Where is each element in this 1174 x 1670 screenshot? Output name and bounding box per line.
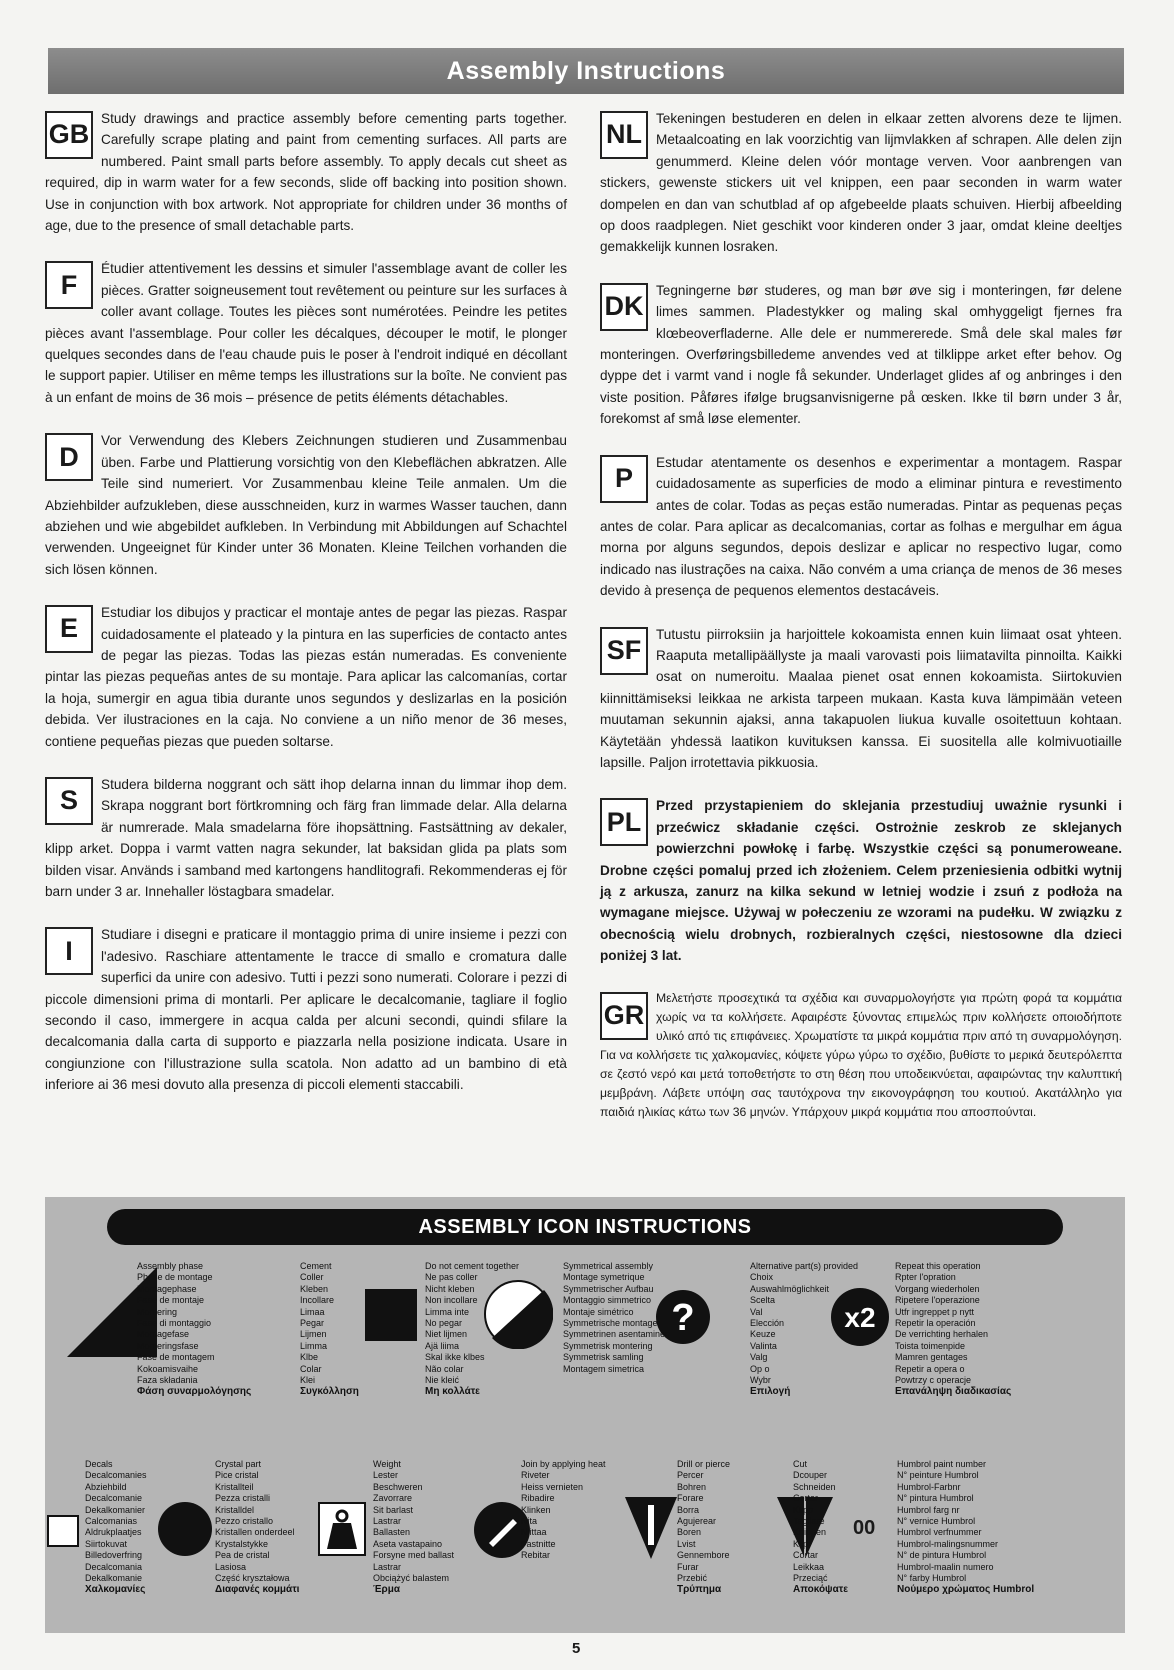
lang-badge: DK: [600, 283, 648, 331]
lang-section-p: [600, 452, 1122, 602]
greek-label: Χαλκομανίες: [85, 1584, 146, 1596]
lang-badge: PL: [600, 798, 648, 846]
icon-caption-line: Ne pas coller: [425, 1272, 478, 1283]
greek-label: Διαφανές κομμάτι: [215, 1584, 300, 1596]
icon-caption-line: Humbrol-Farbnr: [897, 1481, 961, 1492]
icon-text-cut: [793, 1459, 876, 1596]
icon-caption-line: Wybr: [750, 1375, 771, 1386]
icon-caption-line: Ajä liima: [425, 1340, 460, 1351]
page-number: 5: [572, 1640, 581, 1657]
icon-caption-line: Kristalldel: [215, 1504, 255, 1515]
question-mark-label: ?: [671, 1297, 695, 1339]
icon-caption-line: Część kryształowa: [215, 1573, 290, 1584]
icon-caption-line: Gennembore: [677, 1550, 730, 1561]
icon-caption-line: Humbrol paint number: [897, 1459, 987, 1469]
icon-caption-line: Decalcomania: [85, 1561, 143, 1572]
icon-text-decals: [85, 1459, 175, 1596]
icon-text-humbrol: [897, 1459, 1037, 1596]
lang-badge: GB: [45, 111, 93, 159]
lang-badge: S: [45, 777, 93, 825]
greek-label: Φάση συναρμολόγησης: [137, 1386, 252, 1398]
lang-text: Μελετήστε προσεχτικά τα σχέδια και συναρμολογήστε για πρώτη φορά τα κομμάτια χωρίς να τα κολλήσετε. Αφαιρέστε ξύνοντας επιμελώς πριν κολλήσετε οποιοδήποτε υλικό από τις επιφάνειες. Χρωματίστε τα μικρά κομμάτια πριν από τη συναρμολόγηση. Για να κολλήσετε τις χαλκομανίες, κόψετε γύρω γύρω το σχέδιο, βυθίστε το μερικά δευτερόλεπτα σε ζεστό νερό και μετά τοποθετήστε το στη θέση που υποδεικνύεται, αφαιρώντας την καλυπτική μεμβράνη. Λάβετε υπόψη σας ταυτόχρονα την εικονογράφηση του κουτιού. Ακατάλληλο για παιδιά ηλικίας κάτω των 36 μηνών. Υπάρχουν μικρά κομμάτια που αποσπούνται.: [600, 990, 1122, 1119]
icon-caption-line: Fase di montaggio: [137, 1318, 212, 1329]
greek-label: Επιλογή: [750, 1386, 791, 1398]
lines: [521, 1459, 621, 1562]
icon-caption-line: Rpter l'opration: [895, 1272, 956, 1283]
icon-caption-line: Montage symetrique: [563, 1272, 645, 1283]
icon-caption-line: Percer: [677, 1470, 704, 1481]
icon-caption-line: Lastrar: [373, 1561, 402, 1572]
icon-caption-line: Tagliare: [793, 1516, 825, 1527]
icon-caption-line: Decalcomanie: [85, 1493, 143, 1504]
icon-caption-line: Fase de montaje: [137, 1295, 205, 1306]
icon-caption-line: Klbe: [300, 1352, 319, 1363]
title-bar: [48, 48, 1124, 94]
icon-caption-line: Kristallteil: [215, 1481, 254, 1492]
icon-caption-line: Symmetrisk samling: [563, 1352, 644, 1363]
icon-caption-line: N° pintura Humbrol: [897, 1493, 974, 1504]
page-title: Assembly Instructions: [446, 57, 726, 85]
icon-caption-line: Krystalstykke: [215, 1538, 269, 1549]
lines: [373, 1459, 473, 1584]
icon-caption-line: Nicht kleben: [425, 1283, 475, 1294]
icon-caption-line: Humbrol farg nr: [897, 1504, 960, 1515]
lines: [677, 1459, 777, 1584]
icon-caption-line: Pegar: [300, 1318, 325, 1329]
icon-caption-line: Valg: [750, 1352, 768, 1363]
icon-caption-line: Vorgang wiederholen: [895, 1283, 980, 1294]
greek-label: Τρύπημα: [677, 1584, 722, 1596]
icon-caption-line: Riveter: [521, 1470, 550, 1481]
icon-caption-line: Repetir a opera o: [895, 1363, 965, 1374]
right-column: [600, 108, 1122, 1144]
icon-caption-line: Join by applying heat: [521, 1459, 606, 1469]
lang-section-i: [45, 924, 567, 1095]
lang-text: Tegningerne bør studeres, og man bør øve sig i monteringen, før delene limes sammen. Pladestykker og maling skal omhyggeligt fjernes fra klœbeoverfladerne. Alle dele er nummererede. Små dele skal males før monteringen. Overføringsbilledeme anvendes ved at tilklippe arket efter behov. Og dyppe det i varmt vand i nogle få sekunder. Underlaget glides af og anbringes i den viste position. Påføres ifølge brugsanvisnigerne på œsken. Ikke til børn under 3 år, forekomst af små løse elementer.: [600, 282, 1122, 427]
icon-caption-line: Phase de montage: [137, 1272, 213, 1283]
greek-label: Συγκόλληση: [300, 1386, 359, 1398]
lang-text: Tekeningen bestuderen en delen in elkaar zetten alvorens deze te lijmen. Metaalcoating en lak voorzichtig van lijmvlakken af schrapen. Alle delen zijn genummerd. Kleine delen vóór montage verven. Voor aanbrengen van stickers, gewenste stickers uit vel knippen, een paar seconden in warm water dompelen en dan van schutblad af op afgebeelde plaats schuiven. Hierbij afbeelding op doos raadplegen. Niet geschikt voor kinderen onder 3 jaar, omdat kleine deeltjes gemakkelijk kunnen losraken.: [600, 111, 1122, 255]
lang-badge: SF: [600, 627, 648, 675]
icon-caption-line: Abziehbild: [85, 1481, 127, 1492]
icon-caption-line: Kristallen onderdeel: [215, 1527, 295, 1538]
lang-text: Étudier attentivement les dessins et simuler l'assemblage avant de coller les pièces. Gratter soigneusement tout revêtement ou peinture sur les surfaces à coller avant collage. Toutes les pièces sont numérotées. Peindre les petites pièces avant l'assemblage. Pour coller les décalques, découper le motif, le plonger quelques secondes dans de l'eau chaude puis le poser à l'endroit indiqué en décollant le support papier. Utiliser en même temps les illustrations sur la boîte. Ne convient pas à un enfant de moins de 36 mois – présence de petits éléments détachables.: [45, 261, 567, 405]
icon-caption-line: Przebić: [677, 1573, 708, 1584]
icon-caption-line: Skal ikke klbes: [425, 1352, 485, 1363]
icon-caption-line: Elección: [750, 1318, 785, 1329]
icon-caption-line: Limma: [300, 1340, 328, 1351]
icon-caption-line: Faza składania: [137, 1375, 198, 1386]
icon-caption-line: Humbrol-maalin numero: [897, 1561, 994, 1572]
icon-caption-line: Lvist: [677, 1538, 696, 1549]
icon-text-crystal: [215, 1459, 325, 1596]
icon-caption-line: Decalcomanies: [85, 1470, 147, 1481]
icon-caption-line: Montagefase: [137, 1329, 190, 1340]
left-column: [45, 108, 567, 1118]
lines: [425, 1261, 545, 1386]
icon-text-symmetrical: [563, 1261, 683, 1375]
decal-icon: [47, 1515, 79, 1547]
lines: [895, 1261, 1035, 1386]
lang-text: Studiare i disegni e praticare il montaggio prima di unire insieme i pezzi con l'adesivo. Raschiare attentamente le tracce di smallo e cromatura dalle superfici da unire con adesivo. Tutti i pezzi sono numerati. Colorare i pezzi di piccole dimensioni prima di montarli. Per aplicare le decalcomanie, tagliare il foglio secondo il caso, immergere in acqua calda per alcuni secondi, quindi sfilare la decalcomania dalla carta di supporto e piazzarla nella posizione indicata. Usare in congiunzione con l'illustrazione sulla scatola. Non adatto ad un bambino di età inferiore ai 36 mesi dovuto alla presenza di piccoli elementi staccabili.: [45, 927, 567, 1093]
icon-caption-line: Fase de montagem: [137, 1352, 215, 1363]
icon-caption-line: Ribadire: [521, 1493, 555, 1504]
icon-caption-line: Aldrukplaatjes: [85, 1527, 142, 1538]
icon-caption-line: Obciążyć balastem: [373, 1573, 450, 1584]
lang-section-d: [45, 430, 567, 580]
lines: [750, 1261, 870, 1386]
icon-caption-line: Limma inte: [425, 1306, 470, 1317]
icon-caption-line: Cortar: [793, 1550, 819, 1561]
icon-caption-line: Cortar: [793, 1493, 819, 1504]
icon-caption-line: Klipp: [793, 1504, 814, 1515]
icon-caption-line: Repetir la operación: [895, 1318, 976, 1329]
lang-section-f: [45, 258, 567, 408]
icon-caption-line: Ballasten: [373, 1527, 411, 1538]
icon-caption-line: Choix: [750, 1272, 774, 1283]
icon-text-heat: [521, 1459, 621, 1562]
lang-section-pl: [600, 795, 1122, 966]
icon-caption-line: Toista toimenpide: [895, 1340, 966, 1351]
lines: [300, 1261, 410, 1386]
icon-caption-line: Humbrol-malingsnummer: [897, 1538, 999, 1549]
lang-text: Estudiar los dibujos y practicar el montaje antes de pegar las piezas. Raspar cuidadosamente el plateado y la pintura en las superficies de contacto antes de pegar las piezas. Todas las piezas están numeradas. Es conveniente pintar las piezas pequeñas antes de su montaje. Para aplicar las calcomanías, cortar la hoja, sumergir en agua tibia durante unos segundos y deslizarlas en la posición debida. Ver ilustraciones en la caja. No conviene a un niño menor de 36 meses, contiene pequeñas piezas que pueden soltarse.: [45, 605, 567, 749]
icon-caption-line: Kokoamisvaihe: [137, 1363, 199, 1374]
lang-section-gb: [45, 108, 567, 236]
lines: [137, 1261, 287, 1386]
icon-caption-line: N° vernice Humbrol: [897, 1516, 976, 1527]
icon-caption-line: Knippen: [793, 1527, 827, 1538]
icon-panel: [45, 1197, 1125, 1633]
icon-caption-line: Coller: [300, 1272, 324, 1283]
icon-caption-line: Alternative part(s) provided: [750, 1261, 859, 1271]
icon-caption-line: Pezzo cristallo: [215, 1516, 274, 1527]
icon-caption-line: Forare: [677, 1493, 704, 1504]
lang-badge: GR: [600, 992, 648, 1040]
icon-caption-line: Incollare: [300, 1295, 335, 1306]
icon-caption-line: Symmetrical assembly: [563, 1261, 654, 1271]
icon-caption-line: Klip: [793, 1538, 809, 1549]
icon-caption-line: Symmetrischer Aufbau: [563, 1283, 654, 1294]
icon-caption-line: Non incollare: [425, 1295, 478, 1306]
icon-caption-line: Kleben: [300, 1283, 329, 1294]
icon-caption-line: Decals: [85, 1459, 113, 1469]
icon-caption-line: Klei: [300, 1375, 316, 1386]
icon-text-drill: [677, 1459, 777, 1596]
icon-caption-line: Lastrar: [373, 1516, 402, 1527]
icon-caption-line: Valinta: [750, 1340, 777, 1351]
lang-text: Przed przystapieniem do sklejania przestudiuj uważnie rysunki i przećwicz składanie części. Ostrożnie zeskrob ze sklejanych powierzchni powłokę i farbę. Wszystkie części są ponumeroweane. Drobne części pomaluj przed ich złożeniem. Celem przeniesienia odbitki wytnij ją z arkusza, zanurz na kilka sekund w letniej wodzie i zsuń z podłoża na wymagane miejsce. Używaj w połeczeniu ze wzorami na pudełku. W związku z obecnością wielu drobnych, rozbieralnych części, niestosowne dla dzieci poniżej 3 lat.: [600, 798, 1122, 964]
lang-section-gr: [600, 989, 1122, 1122]
icon-caption-line: Heiss vernieten: [521, 1481, 584, 1492]
icon-caption-line: Pezza cristalli: [215, 1493, 271, 1504]
icon-caption-line: Pice cristal: [215, 1470, 259, 1481]
lines: [215, 1459, 325, 1584]
icon-caption-line: Do not cement together: [425, 1261, 520, 1271]
icon-text-assembly-phase: [137, 1261, 287, 1398]
greek-label: Αποκόψατε: [793, 1584, 848, 1596]
icon-caption-line: Nita: [521, 1516, 538, 1527]
lang-badge: NL: [600, 111, 648, 159]
drill-icon: [625, 1497, 677, 1559]
icon-caption-line: Lester: [373, 1470, 399, 1481]
icon-caption-line: Furar: [677, 1561, 699, 1572]
lang-badge: D: [45, 433, 93, 481]
icon-caption-line: Nie kleić: [425, 1375, 460, 1386]
icon-caption-line: Cut: [793, 1459, 808, 1469]
lang-text: Vor Verwendung des Klebers Zeichnungen studieren und Zusammenbau üben. Farbe und Plattierung vorsichtig von den Klebeflächen abkratzen. Alle Teile sind numeriert. Vor Zusammenbau kleine Teile anmalen. Um die Abziehbilder aufzukleben, diese ausschneiden, kurz in warmes Wasser tauchen, dann abziehen und wie abgebildet aufkleben. In Verbindung mit Abbildungen auf Schachtel verwenden. Ungeeignet für Kinder unter 36 Monaten. Kleine Teilchen vorhanden die sich lösen können.: [45, 433, 567, 577]
lang-section-e: [45, 602, 567, 752]
icon-caption-line: Pea de cristal: [215, 1550, 270, 1561]
icon-caption-line: Humbrol verfnummer: [897, 1527, 982, 1538]
icon-caption-line: Utfr ingreppet p nytt: [895, 1306, 975, 1317]
icon-caption-line: Crystal part: [215, 1459, 262, 1469]
icon-caption-line: Lasiosa: [215, 1561, 247, 1572]
lines: [897, 1459, 1037, 1584]
icon-caption-line: Borra: [677, 1504, 700, 1515]
icon-caption-line: Powtrzy c operacje: [895, 1375, 972, 1386]
icon-caption-line: Symmetrische montage: [563, 1318, 658, 1329]
icon-caption-line: Keuze: [750, 1329, 776, 1340]
icon-text-cement: [300, 1261, 410, 1398]
lang-section-nl: [600, 108, 1122, 258]
icon-caption-line: De verrichting herhalen: [895, 1329, 989, 1340]
greek-label: Μη κολλάτε: [425, 1386, 480, 1398]
icon-caption-line: Dekalkomanier: [85, 1504, 146, 1515]
greek-label: Νούμερο χρώματος Humbrol: [897, 1584, 1035, 1596]
icon-caption-line: Drill or pierce: [677, 1459, 731, 1469]
icon-caption-line: Lijmen: [300, 1329, 327, 1340]
icon-panel-title: ASSEMBLY ICON INSTRUCTIONS: [107, 1209, 1063, 1245]
icon-caption-line: Montaggio simmetrico: [563, 1295, 652, 1306]
icon-caption-line: Op o: [750, 1363, 770, 1374]
icon-caption-line: Dcouper: [793, 1470, 828, 1481]
icon-text-repeat: [895, 1261, 1035, 1398]
lang-text: Tutustu piirroksiin ja harjoittele kokoamista ennen kuin liimaat osat yhteen. Raaputa metallipäällyste ja maali varovasti pois liimatavilta pinnoilta. Kaikki osat on numeroitu. Maalaa pienet osat ennen kokoamista. Siirtokuvien kiinnittämiseksi leikkaa ne arkista tarpeen mukaan. Kasta kuva lämpimään veteen muutaman sekunnin ajaksi, anna takapuolen liukua kuvalle osoitettuun kohtaan. Käytetään yhdessä laatikon kuvituksen kanssa. Ei suositella alle kolmivuotiaille lapsille. Paljon irrotettavia pikkuosia.: [600, 626, 1122, 770]
icon-caption-line: Leikkaa: [793, 1561, 825, 1572]
icon-caption-line: Limaa: [300, 1306, 325, 1317]
icon-caption-line: Symmetrisk montering: [563, 1340, 653, 1351]
icon-caption-line: Monteringsfase: [137, 1340, 199, 1351]
icon-caption-line: Aseta vastapaino: [373, 1538, 443, 1549]
lang-badge: I: [45, 927, 93, 975]
lang-text: Study drawings and practice assembly before cementing parts together. Carefully scrape plating and paint from cementing surfaces. All parts are numbered. Paint small parts before assembly. To apply decals cut sheet as required, dip in warm water for a few seconds, slide off backing into position shown. Use in conjunction with box artwork. Not appropriate for children under 36 months of age, due to the presence of small detachable parts.: [45, 111, 567, 234]
icon-caption-line: Sit barlast: [373, 1504, 414, 1515]
icon-caption-line: Przeciąć: [793, 1573, 828, 1584]
icon-caption-line: Niet lijmen: [425, 1329, 468, 1340]
lang-badge: P: [600, 455, 648, 503]
greek-label: Επανάληψη διαδικασίας: [895, 1386, 1012, 1398]
icon-caption-line: Schneiden: [793, 1481, 836, 1492]
lang-section-s: [45, 774, 567, 902]
lang-section-dk: [600, 280, 1122, 430]
icon-caption-line: Montaje simétrico: [563, 1306, 634, 1317]
lang-section-sf: [600, 624, 1122, 774]
icon-caption-line: N° farby Humbrol: [897, 1573, 967, 1584]
icon-caption-line: Calcomanias: [85, 1516, 138, 1527]
icon-caption-line: Dekalkomanie: [85, 1573, 143, 1584]
greek-label: Έρμα: [373, 1584, 400, 1596]
icon-caption-line: Symmetrinen asentaminen: [563, 1329, 671, 1340]
icon-caption-line: Rebitar: [521, 1550, 551, 1561]
icon-caption-line: Auswahlmöglichkeit: [750, 1283, 830, 1294]
icon-caption-line: Beschweren: [373, 1481, 423, 1492]
icon-caption-line: Repeat this operation: [895, 1261, 981, 1271]
lang-badge: E: [45, 605, 93, 653]
icon-text-alternative: [750, 1261, 870, 1398]
icon-caption-line: Agujerear: [677, 1516, 717, 1527]
icon-caption-line: Niittaa: [521, 1527, 547, 1538]
icon-caption-line: Não colar: [425, 1363, 464, 1374]
x2-label: x2: [844, 1302, 876, 1333]
icon-caption-line: Assembly phase: [137, 1261, 204, 1271]
icon-caption-line: Montering: [137, 1306, 178, 1317]
icon-caption-line: Ripetere l'operazione: [895, 1295, 980, 1306]
lang-text: Studera bilderna noggrant och sätt ihop delarna innan du limmar ihop dem. Skrapa noggrant bort förtkromning och färg fran limmade delar. Alla delarna är numrerade. Mala smadelarna före ihopsättning. Fastsättning av dekaler, klipp arket. Doppa i varmt vatten nagra sekunder, lat baksidan glida pa plats som bilden visar. Används i samband med kartongens handlitografi. Rekommenderas ej för barn under 3 ar. Innehaller löstagbara smadelar.: [45, 776, 567, 899]
icon-caption-line: Boren: [677, 1527, 702, 1538]
icon-caption-line: Billedoverfring: [85, 1550, 143, 1561]
icon-caption-line: Montagephase: [137, 1283, 197, 1294]
icon-text-weight: [373, 1459, 473, 1596]
icon-caption-line: Zavorrare: [373, 1493, 413, 1504]
icon-caption-line: Montagem simetrica: [563, 1363, 645, 1374]
icon-caption-line: Klinken: [521, 1504, 551, 1515]
icon-caption-line: Scelta: [750, 1295, 776, 1306]
icon-caption-line: No pegar: [425, 1318, 463, 1329]
icon-caption-line: Colar: [300, 1363, 322, 1374]
icon-caption-line: Weight: [373, 1459, 401, 1469]
paint-number-label: 00: [853, 1517, 876, 1539]
lines: [793, 1459, 876, 1584]
icon-caption-line: Val: [750, 1306, 763, 1317]
icon-caption-line: N° peinture Humbrol: [897, 1470, 979, 1481]
lang-badge: F: [45, 261, 93, 309]
lines: [563, 1261, 683, 1375]
icon-caption-line: Siirtokuvat: [85, 1538, 128, 1549]
icon-caption-line: Fastnitte: [521, 1538, 556, 1549]
icon-caption-line: N° de pintura Humbrol: [897, 1550, 987, 1561]
icon-text-do-not-cement: [425, 1261, 545, 1398]
icon-caption-line: Cement: [300, 1261, 332, 1271]
icon-caption-line: Bohren: [677, 1481, 707, 1492]
lang-text: Estudar atentamente os desenhos e experimentar a montagem. Raspar cuidadosamente as superficies de modo a eliminar pintura e revestimento antes de colar. Todas as peças estão numeradas. Pintar as pequenas peças antes de colar. Para aplicar as decalcomanias, cortar as folhas e mergulhar em água morna por alguns segundos, depois deslizar e aplicar no respectivo lugar, como indicado nas ilustrações na caixa. Não convém a uma criança de menos de 36 meses devido à presença de pequenos elementos destacáveis.: [600, 454, 1122, 599]
icon-caption-line: Forsyne med ballast: [373, 1550, 455, 1561]
lines: [85, 1459, 175, 1584]
icon-caption-line: Mamren gentages: [895, 1352, 968, 1363]
